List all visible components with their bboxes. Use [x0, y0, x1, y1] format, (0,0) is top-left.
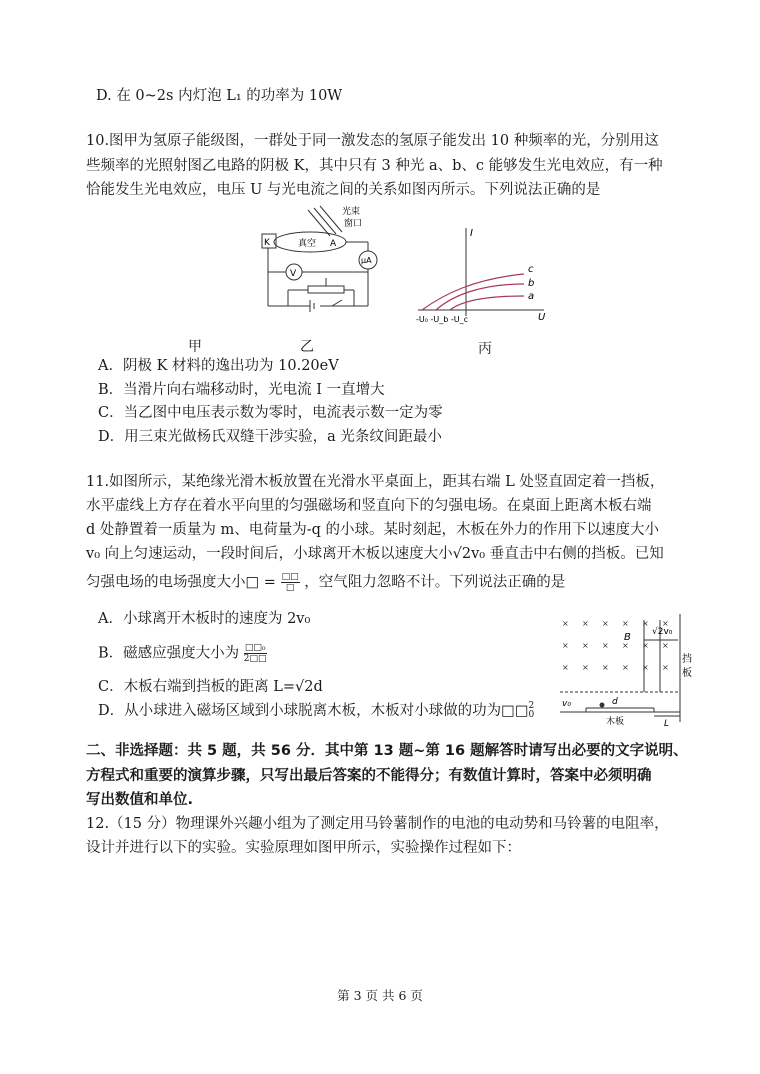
- l-label: L: [664, 719, 670, 729]
- ammeter-label: μA: [361, 256, 372, 265]
- q10-option-c: C．当乙图中电压表示数为零时，电流表示数一定为零: [98, 405, 443, 421]
- d-label: d: [612, 697, 618, 707]
- q11-stem-line4: v₀ 向上匀速运动，一段时间后，小球离开木板以速度大小√2v₀ 垂直击中右侧的挡板。已知: [86, 546, 664, 562]
- curve-b-label: b: [528, 278, 535, 289]
- q9-option-d: D. 在 0~2s 内灯泡 L₁ 的功率为 10W: [96, 88, 343, 104]
- fraction-denominator: 2□□: [243, 654, 267, 664]
- q11-stem-line5-part1: 匀强电场的电场强度大小□ =: [86, 574, 281, 591]
- velocity-label: √2v₀: [652, 627, 673, 637]
- voltmeter-label: V: [290, 269, 297, 279]
- q11-option-c: C．木板右端到挡板的距离 L=√2d: [98, 679, 323, 695]
- u-axis-ticks: -U₀ -U_b -U_c: [416, 315, 468, 324]
- field-cross-mark: ×: [582, 619, 589, 628]
- axis-u-label: U: [538, 312, 546, 323]
- section2-line1: 二、非选择题：共 5 题，共 56 分．其中第 13 题~第 16 题解答时请写出必要的文字说明、: [86, 743, 688, 759]
- wall-label-2: 板: [682, 668, 692, 679]
- q12-line2: 设计并进行以下的实验。实验原理如图甲所示，实验操作过程如下：: [86, 840, 521, 856]
- axis-i-label: I: [470, 228, 473, 239]
- option-d-superscript: 2: [528, 701, 535, 711]
- section2-line2: 方程式和重要的演算步骤，只写出最后答案的不能得分；有数值计算时，答案中必须明确: [86, 768, 652, 784]
- curve-a-label: a: [528, 291, 535, 302]
- q11-option-b-text: B．磁感应强度大小为: [98, 645, 240, 662]
- q10-stem-line2: 些频率的光照射图乙电路的阴极 K，其中只有 3 种光 a、b、c 能够发生光电效应，有一种: [86, 158, 663, 174]
- board-label: 木板: [606, 717, 625, 727]
- q12-line1: 12.（15 分）物理课外兴趣小组为了测定用马铃薯制作的电池的电动势和马铃薯的电阻率，: [86, 816, 669, 832]
- b-field-label: B: [624, 632, 631, 643]
- fraction-denominator: □: [285, 583, 295, 593]
- q11-efield-fraction: [281, 572, 300, 593]
- q10-option-d: D．用三束光做杨氏双缝干涉实验，a 光条纹间距最小: [98, 429, 442, 445]
- field-cross-mark: ×: [562, 663, 569, 672]
- q10-circuit-figure: [258, 206, 398, 326]
- q11-stem-line5-part2: ，空气阻力忽略不计。下列说法正确的是: [304, 574, 566, 591]
- q11-stem-line2: 水平虚线上方存在着水平向里的匀强磁场和竖直向下的匀强电场。在桌面上距离木板右端: [86, 498, 652, 514]
- field-cross-mark: ×: [602, 641, 609, 650]
- fig-bing-label: 丙: [478, 341, 492, 357]
- window-label: 窗口: [344, 219, 363, 229]
- wall-label-1: 挡: [682, 654, 692, 665]
- section2-line3: 写出数值和单位.: [86, 792, 194, 808]
- q11-stem-line3: d 处静置着一质量为 m、电荷量为-q 的小球。某时刻起，木板在外力的作用下以速度大小: [86, 522, 660, 538]
- field-cross-mark: ×: [642, 641, 649, 650]
- q11-stem-line1: 11.如图所示，某绝缘光滑木板放置在光滑水平桌面上，距其右端 L 处竖直固定着一挡板，: [86, 474, 665, 490]
- q10-iu-graph: [414, 224, 554, 324]
- field-cross-mark: ×: [662, 663, 669, 672]
- cathode-k-label: K: [264, 238, 270, 248]
- field-cross-mark: ×: [622, 641, 629, 650]
- field-cross-mark: ×: [662, 619, 669, 628]
- field-cross-mark: ×: [622, 663, 629, 672]
- anode-a-label: A: [330, 239, 337, 249]
- q11-option-b-fraction: [244, 643, 267, 664]
- option-d-subscript: 0: [528, 710, 535, 720]
- q11-option-b: [98, 643, 267, 664]
- field-cross-mark: ×: [642, 663, 649, 672]
- field-cross-mark: ×: [622, 619, 629, 628]
- fig-jia-label: 甲: [188, 339, 202, 355]
- q10-option-b: B．当滑片向右端移动时，光电流 I 一直增大: [98, 382, 385, 398]
- field-cross-mark: ×: [602, 619, 609, 628]
- page-footer: 第 3 页 共 6 页: [337, 988, 423, 1003]
- q11-option-d: [98, 701, 534, 721]
- q11-option-d-text: D．从小球进入磁场区域到小球脱离木板，木板对小球做的功为□□: [98, 703, 529, 719]
- field-cross-mark: ×: [662, 641, 669, 650]
- field-cross-mark: ×: [602, 663, 609, 672]
- field-cross-mark: ×: [562, 619, 569, 628]
- curve-c-label: c: [528, 264, 534, 275]
- fraction-numerator: □□₀: [244, 643, 266, 653]
- field-cross-mark: ×: [642, 619, 649, 628]
- fraction-numerator: □□: [281, 572, 299, 582]
- q11-field-figure: [556, 612, 690, 730]
- field-cross-mark: ×: [582, 663, 589, 672]
- vacuum-label: 真空: [298, 239, 317, 249]
- light-beam-label: 光束: [342, 207, 361, 217]
- v0-label: v₀: [562, 699, 571, 709]
- q10-option-a: A．阴极 K 材料的逸出功为 10.20eV: [98, 358, 339, 374]
- fig-yi-label: 乙: [300, 339, 314, 355]
- q10-stem-line1: 10.图甲为氢原子能级图，一群处于同一激发态的氢原子能发出 10 种频率的光，分别用这: [86, 133, 659, 149]
- q10-stem-line3: 恰能发生光电效应，电压 U 与光电流之间的关系如图丙所示。下列说法正确的是: [86, 182, 601, 198]
- field-cross-mark: ×: [582, 641, 589, 650]
- field-cross-mark: ×: [562, 641, 569, 650]
- q11-stem-line5: [86, 572, 565, 593]
- q11-option-a: A．小球离开木板时的速度为 2v₀: [98, 611, 311, 627]
